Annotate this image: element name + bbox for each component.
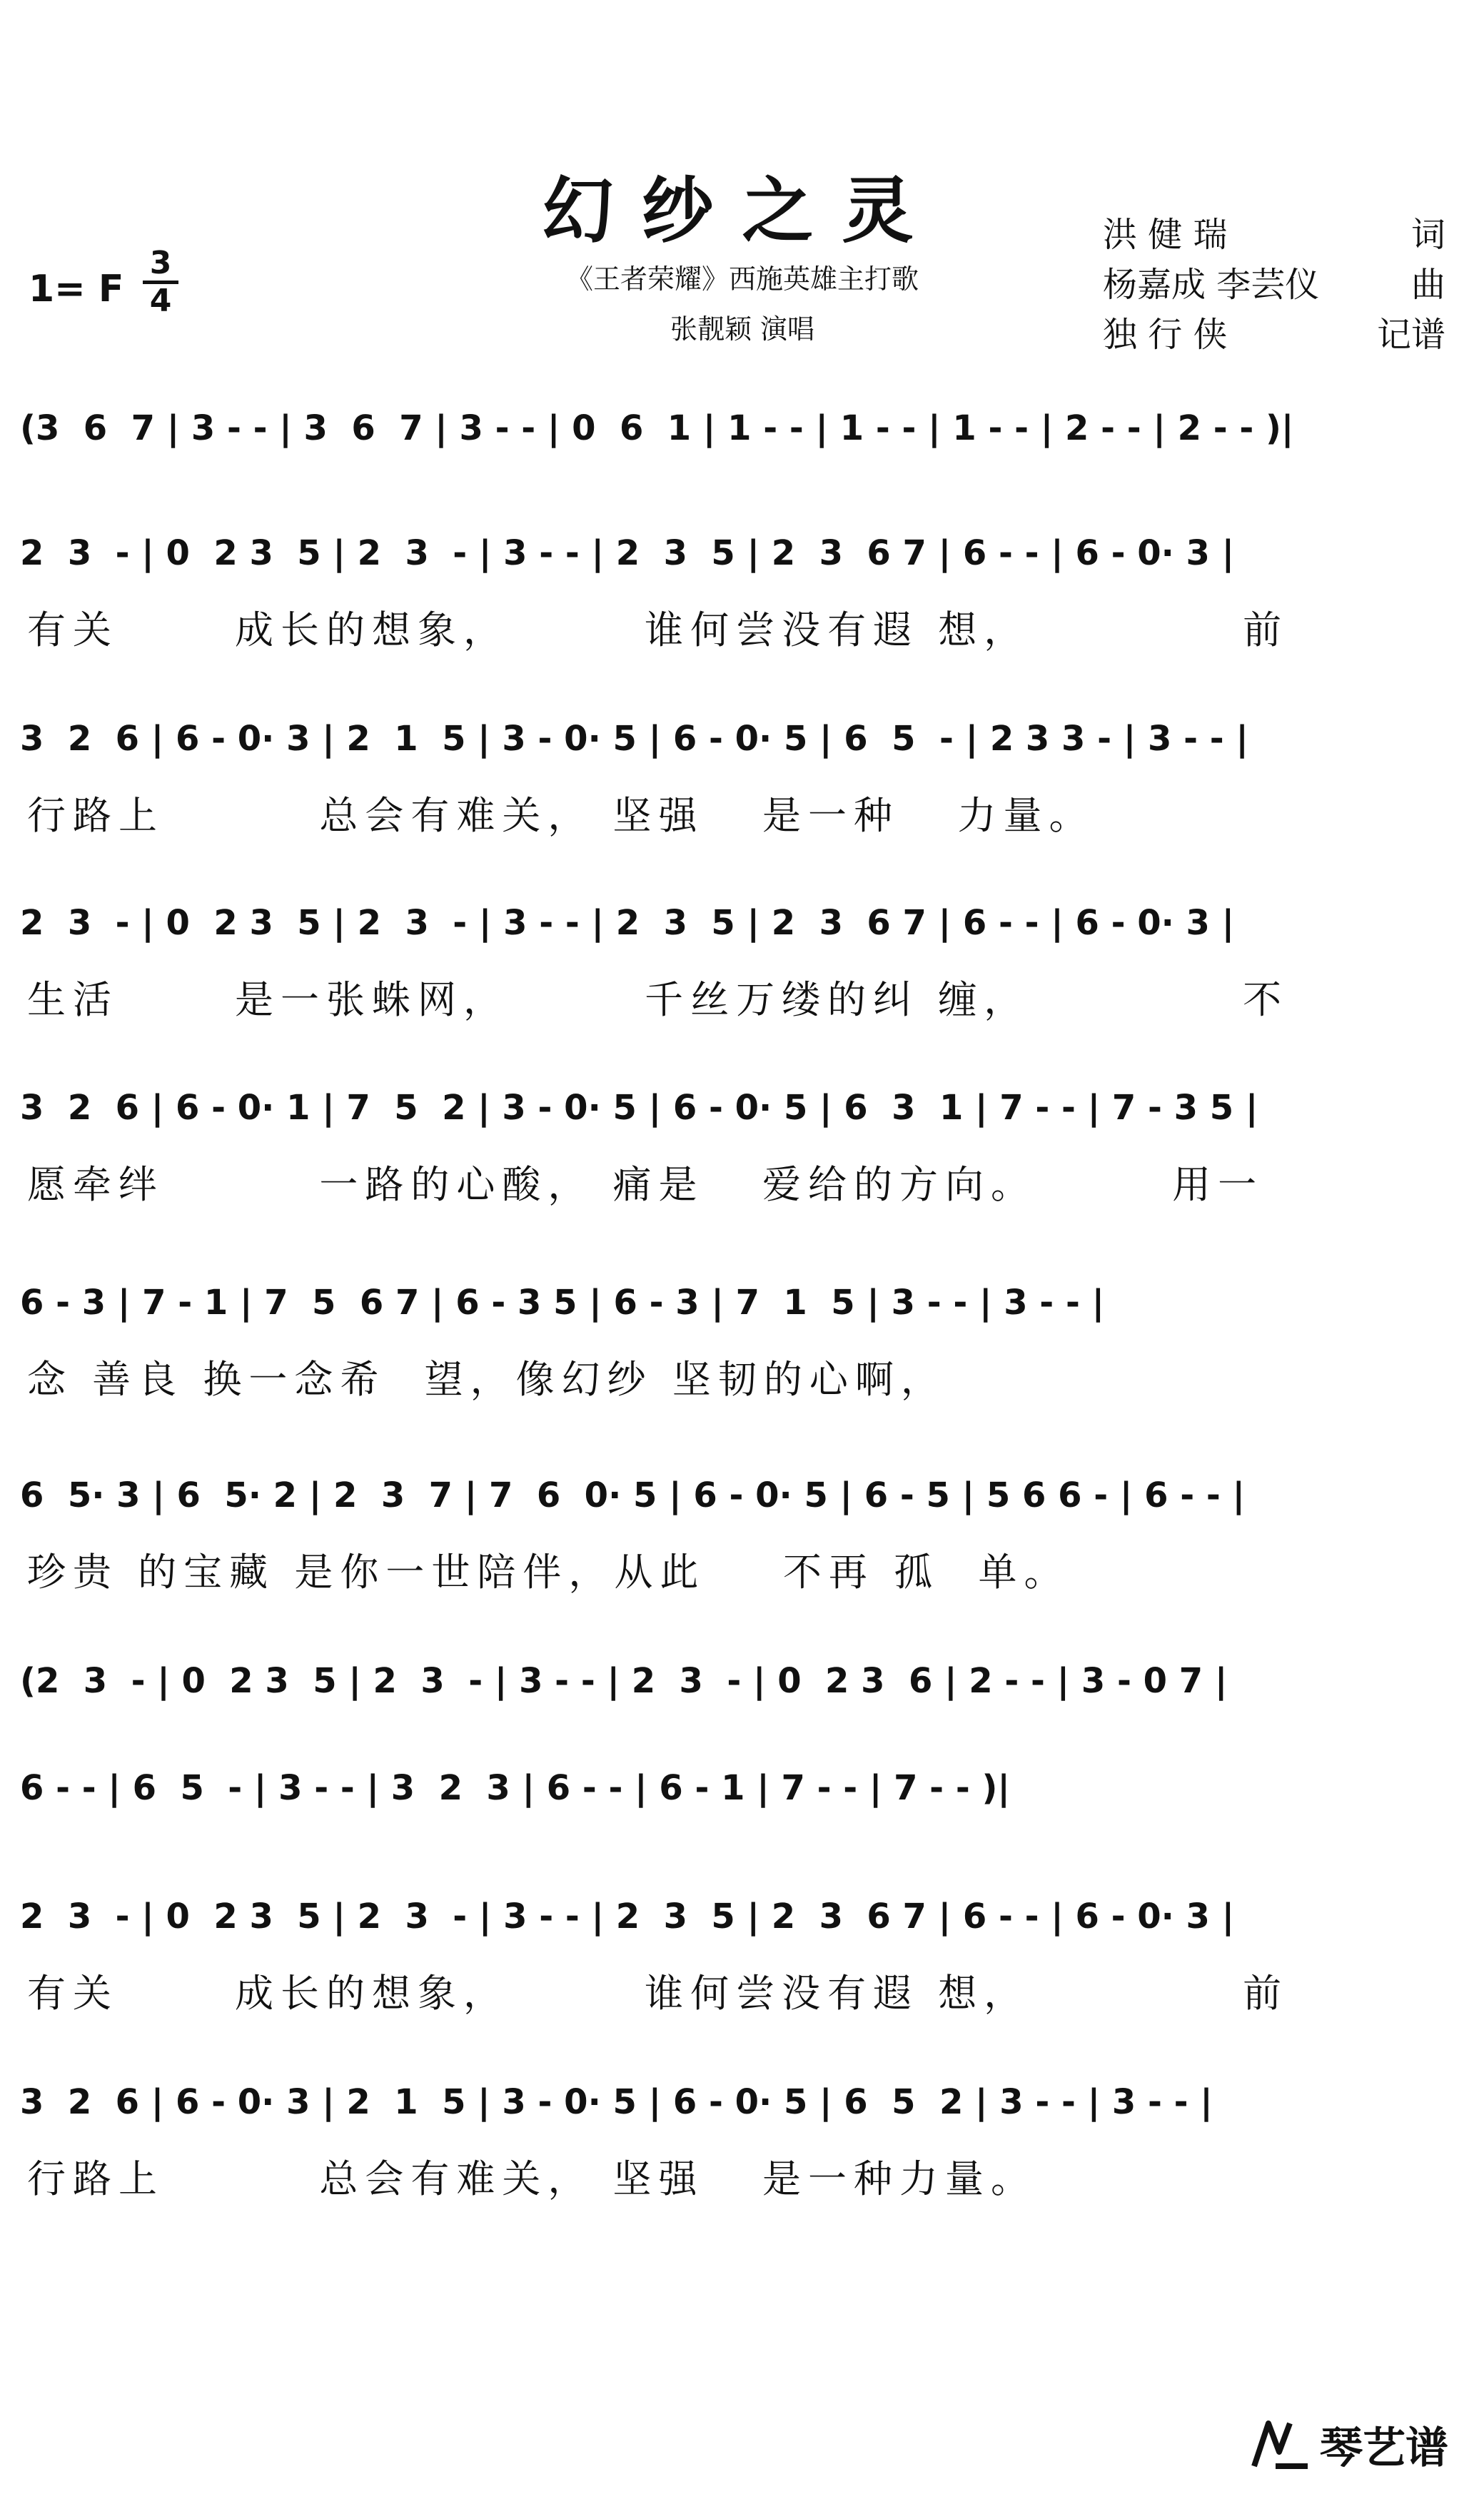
time-signature-bottom: 4 [149,283,172,319]
lyrics-line: 行路上 总会有难关， 坚强 是一种 力量。 [27,793,1095,838]
singer-credit: 张靓颖 演唱 [670,313,815,345]
transcriber-role: 记谱 [1376,315,1445,355]
song-subtitle: 《王者荣耀》西施英雄主打歌 [565,263,919,295]
score-row [0,700,1484,885]
notation-line: 3 2 6 | 6 - 0· 3 | 2 1 5 | 3 - 0· 5 | 6 - 0· 5 | 6 5 - | 2 3 3 - | 3 - - | [20,719,1248,759]
transcriber-credit [1103,307,1445,356]
score-row [0,514,1484,700]
score-row [0,1263,1484,1449]
lyrics-line: 珍贵 的宝藏 是你一世陪伴，从此 不再 孤 单。 [27,1550,1070,1595]
lyrics-line: 行路上 总会有难关， 坚强 是一种力量。 [27,2156,1036,2201]
notation-line: 2 3 - | 0 2 3 5 | 2 3 - | 3 - - | 2 3 5 | 2 3 6 7 | 6 - - | 6 - 0· 3 | [20,903,1235,943]
notation-line: 3 2 6 | 6 - 0· 3 | 2 1 5 | 3 - 0· 5 | 6 - 0· 5 | 6 5 2 | 3 - - | 3 - - | [20,2082,1213,2122]
composer-role: 曲 [1410,265,1445,305]
lyricist-credit [1103,207,1445,256]
lyrics-line: 有关 成长的想象， 谁何尝没有遐 想， 前 [27,607,1289,652]
key-signature: 1= F [29,268,124,311]
notation-line: (3 6 7 | 3 - - | 3 6 7 | 3 - - | 0 6 1 | 1 - - | 1 - - | 1 - - | 2 - - | 2 - - )| [20,408,1294,448]
site-watermark [1247,2414,1448,2475]
transcriber-name: 独 行 侠 [1103,315,1228,355]
lyrics-line: 有关 成长的想象， 谁何尝没有遐 想， 前 [27,1971,1289,2016]
composer-name: 杨嘉成 李芸仪 [1103,265,1320,305]
notation-line: 3 2 6 | 6 - 0· 1 | 7 5 2 | 3 - 0· 5 | 6 - 0· 5 | 6 3 1 | 7 - - | 7 - 3 5 | [20,1088,1258,1128]
lyricist-role: 词 [1410,215,1445,255]
score-row [0,1456,1484,1642]
notation-line: 2 3 - | 0 2 3 5 | 2 3 - | 3 - - | 2 3 5 | 2 3 6 7 | 6 - - | 6 - 0· 3 | [20,533,1235,573]
time-signature [143,246,178,318]
piano-logo-icon [1247,2416,1311,2473]
score-row [0,2063,1484,2248]
lyricist-name: 洪 健 瑞 [1103,215,1228,255]
song-title: 幻纱之灵 [542,168,942,253]
notation-line: (2 3 - | 0 2 3 5 | 2 3 - | 3 - - | 2 3 - | 0 2 3 6 | 2 - - | 3 - 0 7 | [20,1661,1228,1701]
lyrics-line: 生活 是一张蛛网， 千丝万缕的纠 缠， 不 [27,977,1289,1022]
notation-line: 6 5· 3 | 6 5· 2 | 2 3 7 | 7 6 0· 5 | 6 - 0· 5 | 6 - 5 | 5 6 6 - | 6 - - | [20,1475,1245,1515]
notation-line: 6 - 3 | 7 - 1 | 7 5 6 7 | 6 - 3 5 | 6 - 3 | 7 1 5 | 3 - - | 3 - - | [20,1283,1105,1323]
lyrics-line: 愿牵绊 一路的心酸， 痛是 爱给的方向。 用一 [27,1162,1264,1207]
time-signature-top: 3 [143,246,178,284]
notation-line: 2 3 - | 0 2 3 5 | 2 3 - | 3 - - | 2 3 5 | 2 3 6 7 | 6 - - | 6 - 0· 3 | [20,1897,1235,1937]
score-row [0,884,1484,1069]
score-row [0,1069,1484,1254]
composer-credit [1103,257,1445,306]
watermark-text: 琴艺谱 [1320,2423,1448,2473]
score-row [0,1877,1484,2063]
lyrics-line: 念 善良 换一念希 望，像幻纱 坚韧的心啊， [27,1357,947,1402]
notation-line: 6 - - | 6 5 - | 3 - - | 3 2 3 | 6 - - | 6 - 1 | 7 - - | 7 - - )| [20,1768,1010,1808]
